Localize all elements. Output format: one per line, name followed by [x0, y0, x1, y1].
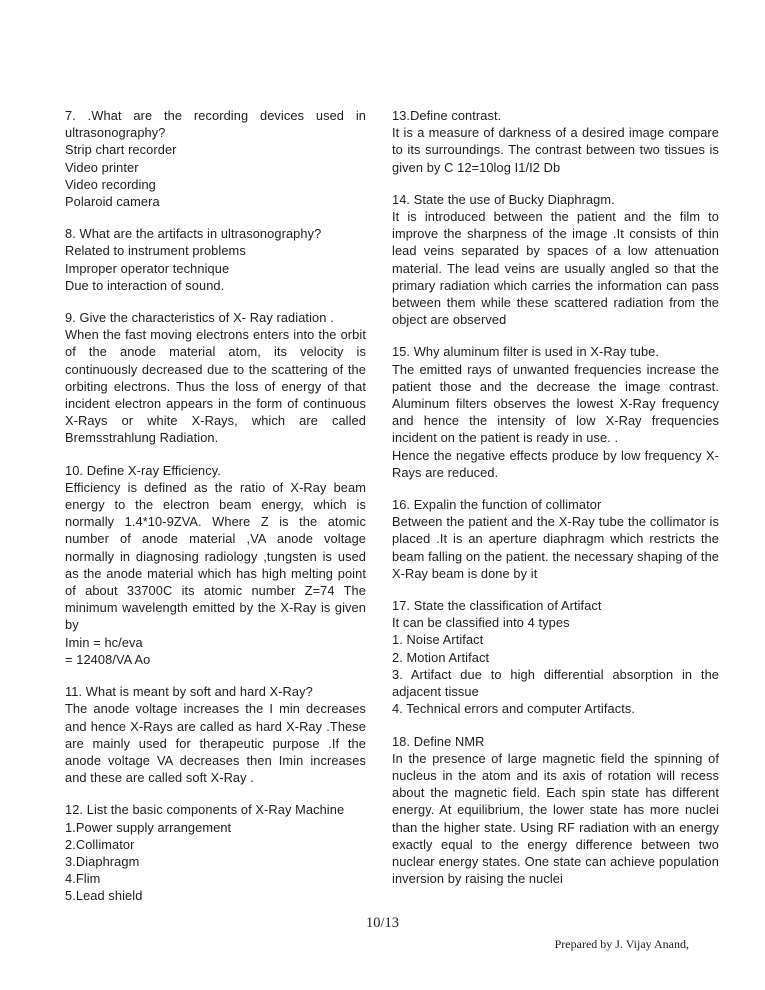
answer-text: When the fast moving electrons enters into the orbit of the anode material atom, its velocity is continuously decreased due to the scattering of the orbiting electrons. Thus the loss of energy of that incident electron appears in the form of continuous X-Rays or white X-Rays, which are called Bremsstrahlung Radiation.: [65, 327, 366, 446]
question-block: [65, 801, 366, 904]
answer-text: Between the patient and the X-Ray tube the collimator is placed .It is an aperture diaphragm which restricts the beam falling on the patient. the necessary shaping of the X-Ray beam is done by it: [392, 514, 719, 581]
answer-text: = 12408/VA Ao: [65, 651, 151, 667]
answer-text: Improper operator technique: [65, 260, 230, 276]
question-block: [392, 496, 719, 582]
question-title: 10. Define X-ray Efficiency.: [65, 462, 221, 478]
answer-text: Imin = hc/eva: [65, 634, 143, 650]
answer-text: Strip chart recorder: [65, 142, 177, 158]
question-block: [392, 343, 719, 481]
answer-text: Video printer: [65, 159, 139, 175]
answer-text: Hence the negative effects produce by low frequency X-Rays are reduced.: [392, 447, 719, 480]
answer-text: The emitted rays of unwanted frequencies increase the patient those and the decrease the image contrast. Aluminum filters observes the lowest X-Ray frequency and hence the intensity of low X-Ray frequencies incident on the patient is ready in use. .: [392, 361, 719, 446]
question-title: 11. What is meant by soft and hard X-Ray?: [65, 684, 313, 700]
question-title: 14. State the use of Bucky Diaphragm.: [392, 191, 615, 207]
answer-text: 1.Power supply arrangement: [65, 819, 232, 835]
prepared-by-credit: Prepared by J. Vijay Anand,: [554, 937, 689, 951]
answer-text: It is a measure of darkness of a desired image compare to its surroundings. The contrast between two tissues is given by C 12=10log I1/I2 Db: [392, 125, 719, 175]
answer-text: 2.Collimator: [65, 836, 135, 852]
question-block: [392, 733, 719, 888]
question-block: [65, 225, 366, 294]
question-block: [392, 191, 719, 329]
answer-text: 1. Noise Artifact: [392, 632, 484, 648]
answer-text: 2. Motion Artifact: [392, 649, 490, 665]
answer-text: Efficiency is defined as the ratio of X-Ray beam energy to the electron beam energy, which is normally 1.4*10-9ZVA. Where Z is the atomic number of anode material ,VA anode voltage normally in diagnosing radiology ,tungsten is used as the anode material which has high melting point of about 33700C its atomic number Z=74 The minimum wavelength emitted by the X-Ray is given by: [65, 479, 366, 633]
answer-text: 5.Lead shield: [65, 888, 143, 904]
question-title: 17. State the classification of Artifact: [392, 598, 602, 614]
answer-text: It can be classified into 4 types: [392, 615, 570, 631]
answer-text: 3.Diaphragm: [65, 853, 140, 869]
question-block: [65, 309, 366, 447]
left-column: [65, 107, 366, 920]
answer-text: 4. Technical errors and computer Artifacts.: [392, 701, 636, 717]
answer-text: Related to instrument problems: [65, 243, 246, 259]
question-title: 13.Define contrast.: [392, 108, 502, 123]
answer-text: 4.Flim: [65, 871, 101, 887]
answer-text: The anode voltage increases the I min decreases and hence X-Rays are called as hard X-Ray .These are mainly used for therapeutic purpose .If the anode voltage VA decreases then Imin increases and these are called soft X-Ray .: [65, 701, 366, 786]
question-title: 18. Define NMR: [392, 733, 485, 749]
question-block: [392, 597, 719, 717]
answer-text: Polaroid camera: [65, 194, 160, 210]
answer-text: Video recording: [65, 176, 156, 192]
answer-text: Due to interaction of sound.: [65, 277, 225, 293]
question-title: 7. .What are the recording devices used in ultrasonography?: [65, 108, 366, 141]
question-title: 8. What are the artifacts in ultrasonography?: [65, 226, 322, 242]
question-block: [65, 462, 366, 668]
question-block: [392, 107, 719, 176]
question-block: [65, 683, 366, 786]
page-number: 10/13: [365, 915, 400, 931]
answer-text: It is introduced between the patient and the film to improve the sharpness of the image .It consists of thin lead veins separated by spaces of a low attenuation material. The lead veins are usually angled so that the primary radiation which carries the information can pass between them while these scattered radiation from the object are observed: [392, 209, 719, 328]
question-title: 12. List the basic components of X-Ray Machine: [65, 802, 345, 818]
question-title: 15. Why aluminum filter is used in X-Ray tube.: [392, 344, 660, 360]
answer-text: 3. Artifact due to high differential absorption in the adjacent tissue: [392, 666, 719, 700]
right-column: [392, 107, 719, 902]
question-block: [65, 107, 366, 210]
answer-text: In the presence of large magnetic field the spinning of nucleus in the atom and its axis of rotation will recess about the magnetic field. Each spin state has different energy. At equilibrium, the lower state has more nuclei than the higher state. Using RF radiation with an energy exactly equal to the energy difference between two nuclear energy states. One state can achieve population inversion by raising the nuclei: [392, 750, 719, 887]
question-title: 9. Give the characteristics of X- Ray radiation .: [65, 310, 334, 326]
question-title: 16. Expalin the function of collimator: [392, 497, 602, 513]
